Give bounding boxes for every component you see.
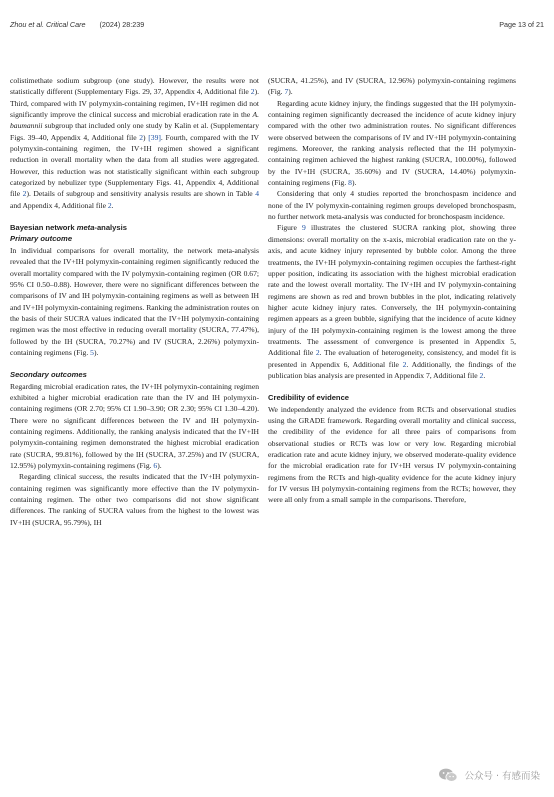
heading-bayesian-nma: Bayesian network meta-analysis <box>10 223 127 233</box>
paragraph-bronchospasm: Considering that only 4 studies reported the bronchospasm incidence and none of the IV polymyxin-containing regimen groups developed bronchospasm, no further network meta-analysis was conducted for bronchospasm incidence. <box>268 189 516 222</box>
year-volume: (2024) 28:239 <box>99 20 145 29</box>
additional-file-link[interactable]: 2 <box>22 189 27 199</box>
paragraph-microbial-eradication: Regarding microbial eradication rates, the IV+IH polymyxin-containing regimen exhibited a higher microbial eradication rate than the IV and IH polymyxin-containing regimens (OR 2.70; 95% CI 1.90–3.90; OR 2.30; 95% CI 1.30–4.20). There were no significant differences between the IV and IH polymyxin-containing regimens. Additionally, the ranking analysis indicated that the IV+IH polymyxin-containing regimen demonstrated the highest microbial eradication rate (SUCRA, 99.81%), followed by the IH (SUCRA, 37.25%) and IV (SUCRA, 12.95%) polymyxin-containing regimens (Fig. 6). <box>10 381 259 470</box>
figure-link[interactable]: 9 <box>302 223 306 233</box>
paragraph-primary-outcome: In individual comparisons for overall mortality, the network meta-analysis revealed that the IV+IH polymyxin-containing regimen significantly reduced the overall mortality compared with the IV polymyxin-containing regimen (OR 0.67; 95% CI 0.50–0.88). However, there were no significant differences between the comparisons of IV and IH polymyxin-containing regimens as well as between IH and IV+IH polymyxin-containing regimens. Ranking the administration routes on the basis of their SUCRA values indicated that the IV+IH polymyxin-containing regimen was the most effective in reducing overall mortality (SUCRA, 77.47%), followed by the IH (SUCRA, 70.27%) and IV (SUCRA, 2.26%) polymyxin-containing regimens (Fig. 5). <box>10 245 259 357</box>
left-column <box>10 75 259 528</box>
reference-link[interactable]: [39] <box>148 132 161 142</box>
paragraph-clinical-success-cont: (SUCRA, 41.25%), and IV (SUCRA, 12.96%) polymyxin-containing regimens (Fig. 7). <box>268 76 516 97</box>
running-head <box>10 20 144 29</box>
paragraph-subgroup-results: colistimethate sodium subgroup (one study). However, the results were not statistically different (Supplementary Figs. 29, 37, Appendix 4, Additional file 2). Third, compared with IV polymyxin-containing regimen, IV+IH regimen did not significantly improve the clinical success and microbial eradication rate in the A. baumannii subgroup that included only one study by Kalin et al. (Supplementary Figs. 39–40, Appendix 4, Additional file 2) [39]. Fourth, compared with the IV polymyxin-containing regimen, the IV+IH regimen showed a significant reduction in overall mortality when the data from all studies were aggregated. However, this reduction was not statistically significant within each subgroup categorized by nebulizer type (Supplementary Figs. 41, Appendix 4, Additional file 2). Details of subgroup and sensitivity analysis results are shown in Table 4 and Appendix 4, Additional file 2. <box>10 76 259 210</box>
additional-file-link[interactable]: 2 <box>479 370 484 380</box>
table-link[interactable]: 4 <box>255 189 259 199</box>
additional-file-link[interactable]: 2 <box>402 359 407 369</box>
paragraph-acute-kidney-injury: Regarding acute kidney injury, the findings suggested that the IH polymyxin-containing regimen significantly decreased the incidence of acute kidney injury compared with the other two administration routes. No significant differences were observed between the comparisons of IV and IV+IH polymyxin-containing regimens. Moreover, the ranking analysis reflected that the IH polymyxin-containing regimen achieved the highest ranking (SUCRA, 100.00%), followed by the IV+IH (SUCRA, 35.60%) and IV (SUCRA, 14.40%) polymyxin-containing regimens (Fig. 8). <box>268 98 516 188</box>
figure-link[interactable]: 5 <box>90 347 94 357</box>
additional-file-link[interactable]: 2 <box>107 200 112 210</box>
paragraph-credibility: We independently analyzed the evidence from RCTs and observational studies using the GRADE framework. Regarding overall mortality and clinical success, the credibility of the evidence for all three pairs of comparisons from observational studies or RCTs was low or very low. Regarding microbial eradication rate and acute kidney injury, we observed moderate-quality evidence for the microbial eradication rate for IV+IH versus IV polymyxin-containing regimens from the RCTs and high-quality evidence for the acute kidney injury for IV versus IH polymyxin-containing regimens from the RCTs; however, they were all only from a small sample in the comparisons. Therefore, <box>268 404 516 505</box>
page-header <box>10 20 544 32</box>
watermark <box>438 767 540 783</box>
figure-link[interactable]: 8 <box>348 178 352 188</box>
paragraph-sucra-plot: Figure 9 illustrates the clustered SUCRA ranking plot, showing three dimensions: overall mortality on the x-axis, microbial eradication rate on the y-axis, and acute kidney injury represented by bubble color. Among the three treatments, the IV+IH polymyxin-containing regimen occupies the farthest-right upper position, indicating its association with the highest microbial eradication rate and the lowest overall mortality. The IV+IH and IV polymyxin-containing regimens are shown as red and brown bubbles in the plot, indicating relatively higher acute kidney injury rates. Conversely, the IH polymyxin-containing regimen appears as a green bubble, signifying that the incidence of acute kidney injury of the IH polymyxin-containing regimen is the lowest among the three treatments. The assessment of convergence is presented in Appendix 5, Additional file 2. The evaluation of heterogeneity, consistency, and model fit is presented in Appendix 6, Additional file 2. Additionally, the findings of the publication bias analysis are presented in Appendix 7, Additional file 2. <box>268 223 517 380</box>
additional-file-link[interactable]: 2 <box>139 132 144 142</box>
additional-file-link[interactable]: 2 <box>315 348 320 358</box>
additional-file-link[interactable]: 2 <box>250 87 255 97</box>
figure-link[interactable]: 7 <box>284 87 289 97</box>
right-column <box>268 75 516 506</box>
page-number: Page 13 of 21 <box>499 20 544 29</box>
heading-secondary-outcomes: Secondary outcomes <box>10 370 87 380</box>
paragraph-clinical-success: Regarding clinical success, the results indicated that the IV+IH polymyxin-containing regimen was significantly more effective than the IV polymyxin-containing regimen. The other two comparisons did not show significant differences. The ranking of SUCRA values from the highest to the lowest was IV+IH (SUCRA, 95.79%), IH <box>10 472 259 527</box>
figure-link[interactable]: 6 <box>153 461 158 470</box>
heading-primary-outcome: Primary outcome <box>10 234 73 244</box>
heading-credibility: Credibility of evidence <box>268 393 350 403</box>
wechat-icon <box>438 768 458 782</box>
watermark-text: 公众号 · 有感而染 <box>464 771 540 782</box>
journal-citation: Zhou et al. Critical Care <box>10 20 86 29</box>
